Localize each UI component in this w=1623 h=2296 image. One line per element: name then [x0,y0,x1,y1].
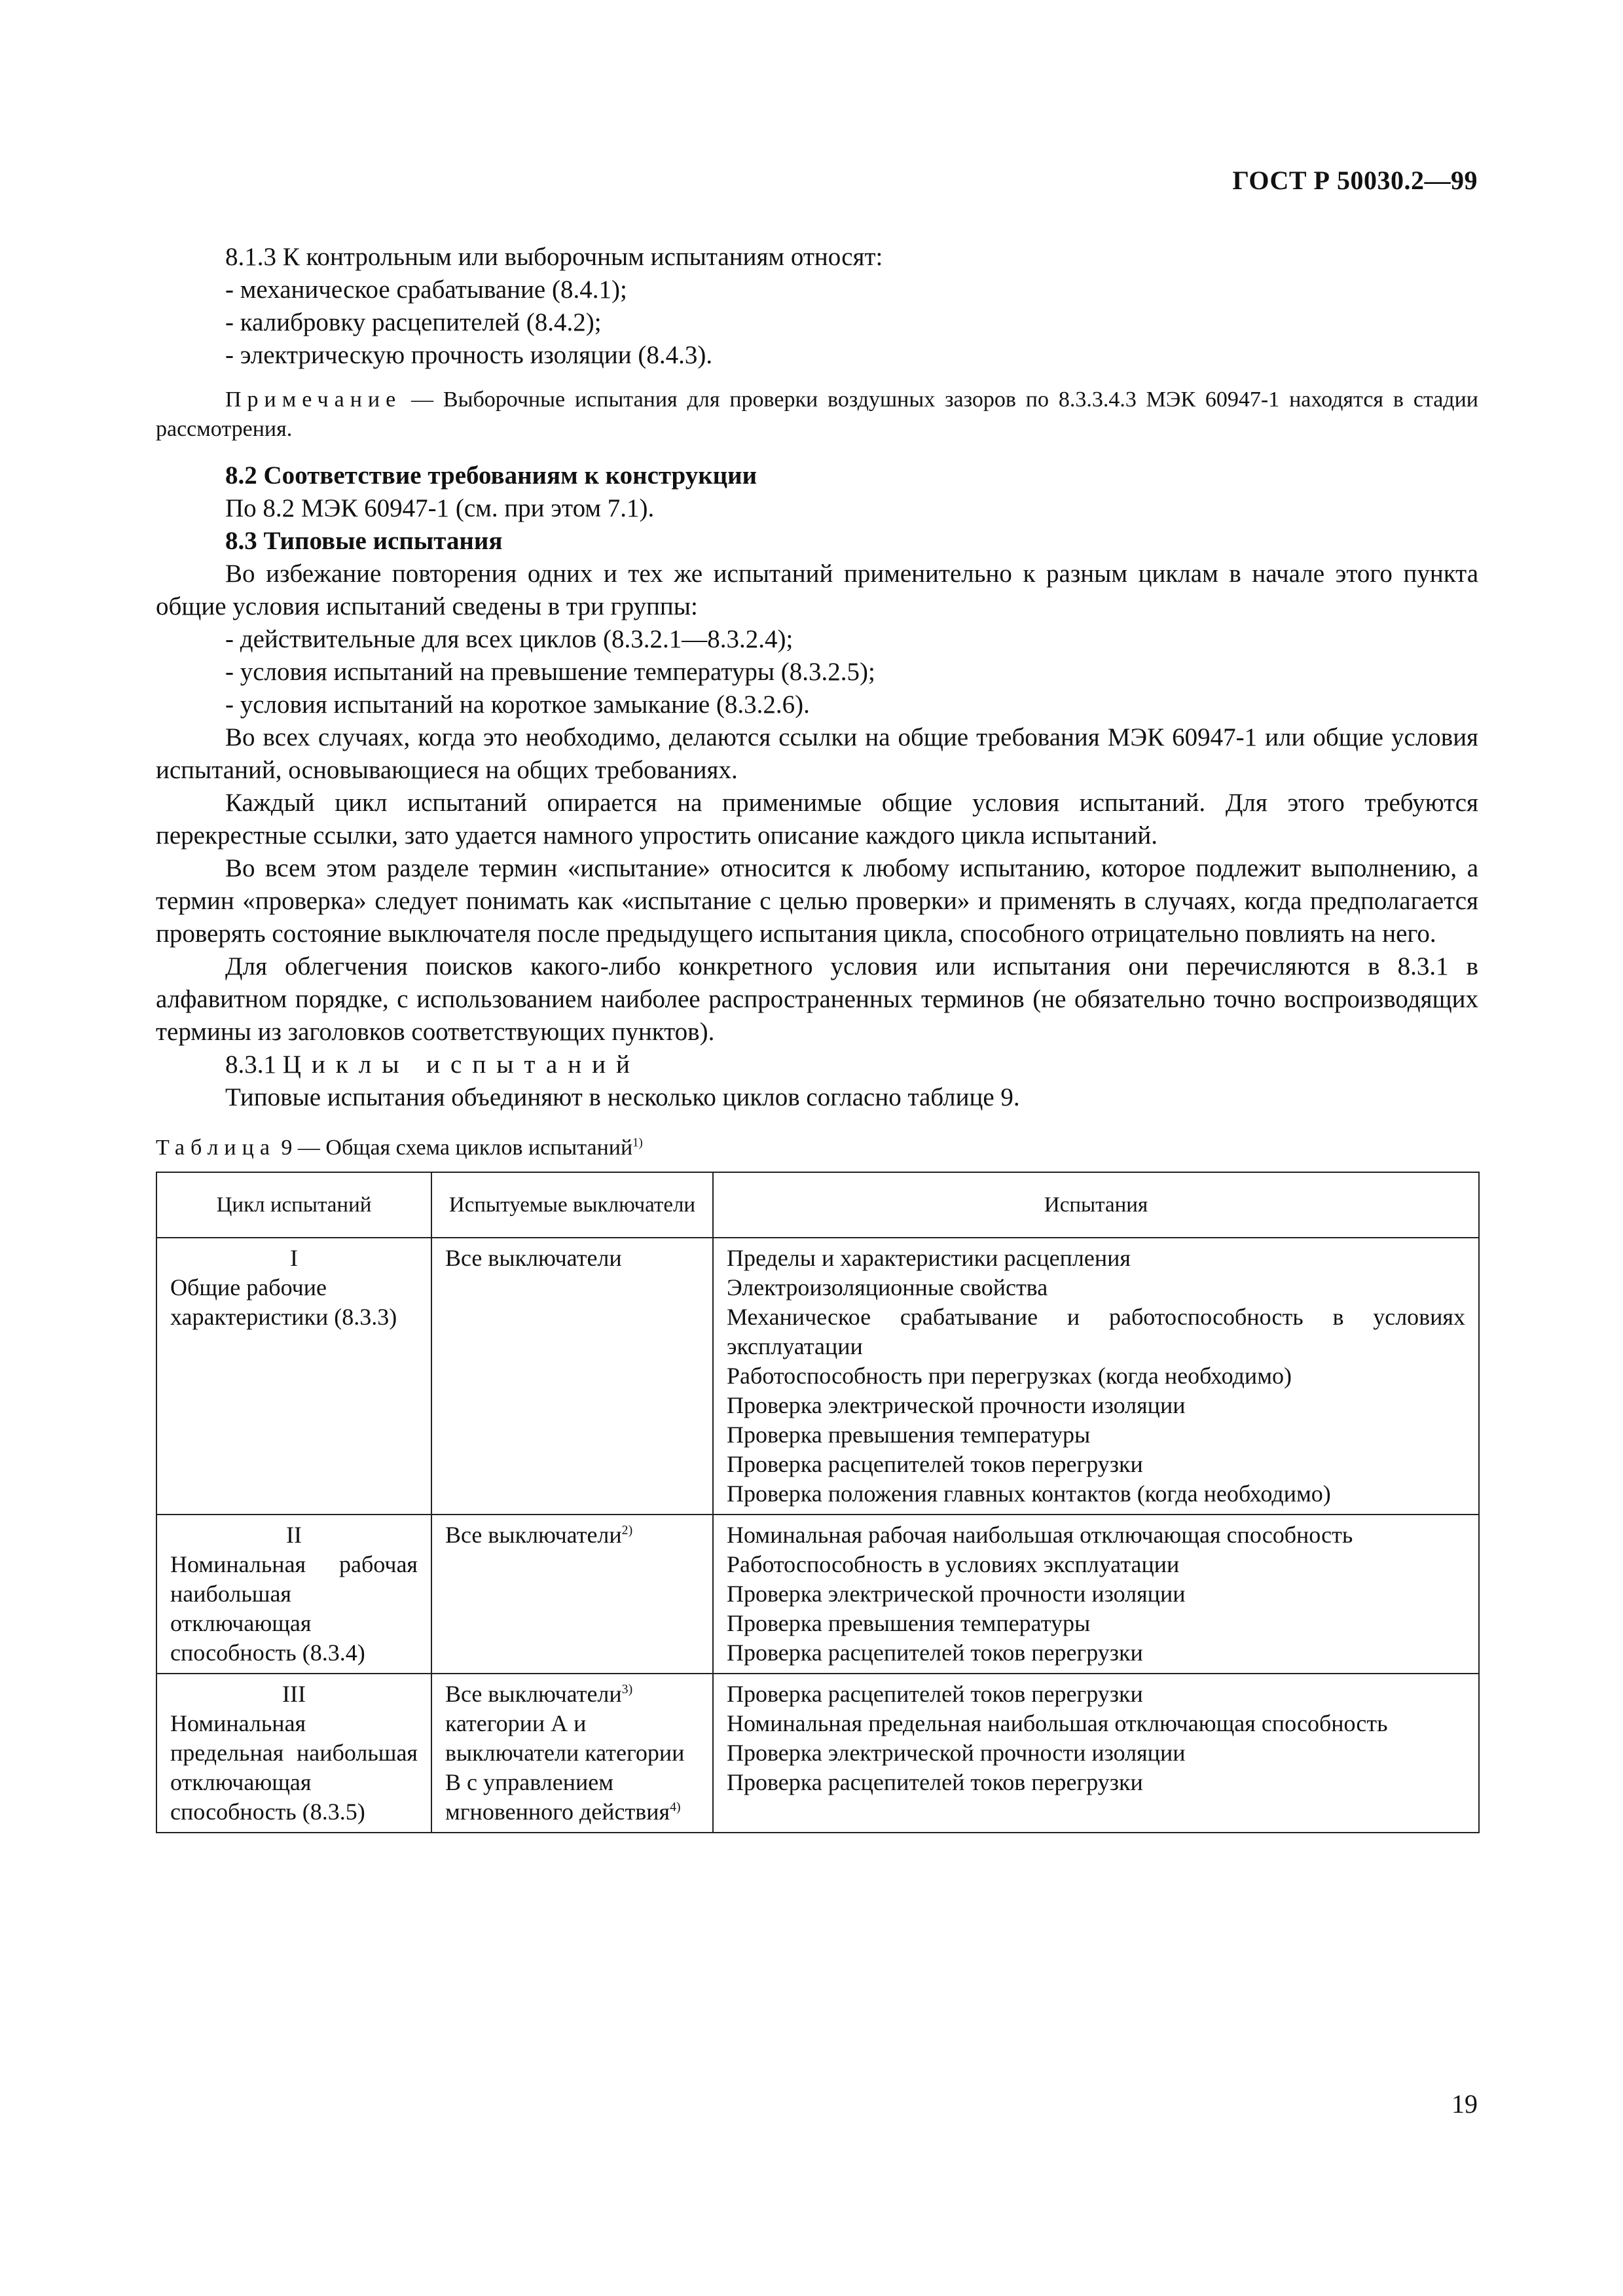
test-item: Проверка расцепителей токов перегрузки [727,1769,1143,1795]
list-item: - условия испытаний на превышение температуры (8.3.2.5); [225,658,875,686]
section-8-2-text: По 8.2 МЭК 60947-1 (см. при этом 7.1). [225,494,655,522]
test-item: Пределы и характеристики расцепления [727,1245,1131,1271]
test-item: Проверка электрической прочности изоляции [727,1392,1186,1418]
list-item: - действительные для всех циклов (8.3.2.1—8.3.2.4); [225,625,793,653]
test-item: Проверка расцепителей токов перегрузки [727,1451,1143,1477]
test-item: Работоспособность при перегрузках (когда необходимо) [727,1363,1292,1389]
section-8-2-title: 8.2 Соответствие требованиям к конструкции [225,461,757,490]
cycle-name: Общие рабочие характеристики (8.3.3) [170,1274,397,1330]
test-cycles-table [156,1172,1480,1833]
test-item: Проверка расцепителей токов перегрузки [727,1681,1143,1707]
footnote-ref: 3) [621,1682,633,1696]
breakers-text: Все выключатели [445,1681,622,1707]
table-header-row [156,1172,1479,1238]
footnote-ref: 4) [670,1800,681,1814]
test-item: Номинальная рабочая наибольшая отключающая способность [727,1522,1353,1548]
column-header: Испытуемые выключатели [431,1172,713,1238]
test-item: Номинальная предельная наибольшая отключающая способность [727,1710,1388,1736]
column-header: Цикл испытаний [156,1172,431,1238]
note [156,385,1478,444]
page-content [156,241,1478,1833]
breakers-extra-text: категории А и выключатели категории В с управлением мгновенного действия [445,1710,685,1825]
breakers-cell [431,1515,713,1674]
section-8-3-1-heading [156,1049,1478,1081]
section-8-3-title: 8.3 Типовые испытания [225,527,503,555]
footnote-ref: 1) [632,1136,643,1150]
section-8-3-paragraph: Во всем этом разделе термин «испытание» относится к любому испытанию, которое подлежит выполнению, а термин «проверка» следует понимать как «испытание с целью проверки» и применять в случаях, когда предполагается проверять состояние выключателя после предыдущего испытания цикла, способного отрицательно повлиять на него. [156,854,1478,948]
table-row [156,1238,1479,1515]
table-caption-label: Таблица [156,1136,276,1160]
tests-cell [713,1515,1479,1674]
section-8-3-paragraph: Во всех случаях, когда это необходимо, делаются ссылки на общие требования МЭК 60947-1 или общие условия испытаний, основывающиеся на общих требованиях. [156,723,1478,784]
document-code-header: ГОСТ Р 50030.2—99 [1232,166,1478,195]
breakers-cell [431,1238,713,1515]
cycle-cell [156,1674,431,1833]
list-item: - калибровку расцепителей (8.4.2); [225,308,602,336]
cycle-name: Номинальная рабочая наибольшая отключающая способность (8.3.4) [170,1551,418,1666]
breakers-text: Все выключатели [445,1245,622,1271]
section-8-3-paragraph: Для облегчения поисков какого-либо конкретного условия или испытания они перечисляются в 8.3.1 в алфавитном порядке, с использованием наиболее распространенных терминов (не обязательно точно воспроизводящих термины из заголовков соответствующих пунктов). [156,952,1478,1046]
tests-cell [713,1238,1479,1515]
breakers-cell [431,1674,713,1833]
note-label: Примечание [225,387,402,412]
test-item: Механическое срабатывание и работоспособность в условиях эксплуатации [727,1304,1465,1359]
list-item: - электрическую прочность изоляции (8.4.3). [225,341,713,369]
cycle-number: II [286,1522,302,1548]
section-8-3-paragraph: Во избежание повторения одних и тех же испытаний применительно к разным циклам в начале этого пункта общие условия испытаний сведены в три группы: [156,560,1478,620]
page-number: 19 [1451,2089,1478,2119]
test-item: Проверка превышения температуры [727,1610,1091,1636]
list-item: - механическое срабатывание (8.4.1); [225,276,627,304]
cycle-number: III [282,1681,306,1707]
test-item: Проверка расцепителей токов перегрузки [727,1640,1143,1666]
table-caption-text: 9 — Общая схема циклов испытаний [275,1136,633,1160]
cycle-name: Номинальная предельная наибольшая отключающая способность (8.3.5) [170,1710,418,1825]
tests-cell [713,1674,1479,1833]
section-8-3-1-text: Типовые испытания объединяют в несколько циклов согласно таблице 9. [225,1083,1020,1111]
section-title: Циклы испытаний [282,1050,640,1079]
test-item: Проверка электрической прочности изоляции [727,1581,1186,1607]
test-item: Проверка превышения температуры [727,1422,1091,1448]
note-text: — Выборочные испытания для проверки воздушных зазоров по 8.3.3.4.3 МЭК 60947-1 находятся в стадии рассмотрения. [156,387,1478,441]
test-item: Работоспособность в условиях эксплуатации [727,1551,1180,1577]
test-item: Проверка электрической прочности изоляции [727,1740,1186,1766]
section-number: 8.3.1 [225,1050,283,1079]
table-caption [156,1134,1478,1162]
cycle-cell [156,1515,431,1674]
table-row [156,1674,1479,1833]
table-row [156,1515,1479,1674]
breakers-text: Все выключатели [445,1522,622,1548]
column-header: Испытания [713,1172,1479,1238]
test-item: Электроизоляционные свойства [727,1274,1048,1300]
cycle-cell [156,1238,431,1515]
list-item: - условия испытаний на короткое замыкание (8.3.2.6). [225,691,810,719]
paragraph-8-1-3: 8.1.3 К контрольным или выборочным испытаниям относят: [225,243,883,271]
section-8-3-paragraph: Каждый цикл испытаний опирается на применимые общие условия испытаний. Для этого требуются перекрестные ссылки, зато удается намного упростить описание каждого цикла испытаний. [156,789,1478,850]
footnote-ref: 2) [621,1523,633,1537]
test-item: Проверка положения главных контактов (когда необходимо) [727,1480,1331,1507]
cycle-number: I [290,1245,298,1271]
